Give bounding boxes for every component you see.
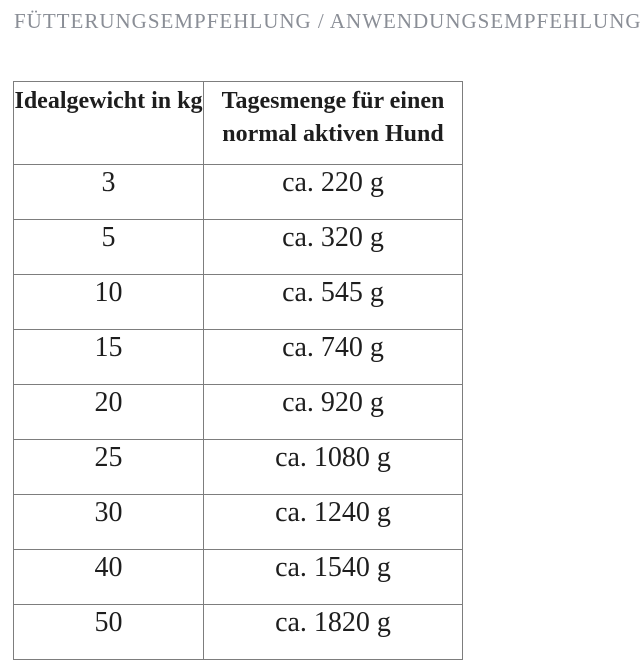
weight-cell: 50 xyxy=(14,605,204,660)
weight-cell: 15 xyxy=(14,330,204,385)
amount-cell: ca. 220 g xyxy=(204,165,463,220)
weight-cell: 5 xyxy=(14,220,204,275)
table-row xyxy=(14,385,463,440)
column-header-ideal-weight: Idealgewicht in kg xyxy=(14,82,204,165)
amount-cell: ca. 920 g xyxy=(204,385,463,440)
weight-cell: 10 xyxy=(14,275,204,330)
amount-cell: ca. 740 g xyxy=(204,330,463,385)
amount-cell: ca. 320 g xyxy=(204,220,463,275)
table-row xyxy=(14,220,463,275)
table-row xyxy=(14,440,463,495)
weight-cell: 20 xyxy=(14,385,204,440)
table-header-row xyxy=(14,82,463,165)
weight-cell: 40 xyxy=(14,550,204,605)
column-header-daily-amount: Tagesmenge für einen normal aktiven Hund xyxy=(204,82,463,165)
table-row xyxy=(14,165,463,220)
table-row xyxy=(14,275,463,330)
table-body xyxy=(14,165,463,660)
table-row xyxy=(14,330,463,385)
amount-cell: ca. 1080 g xyxy=(204,440,463,495)
amount-cell: ca. 545 g xyxy=(204,275,463,330)
table-row xyxy=(14,550,463,605)
table-row xyxy=(14,605,463,660)
feeding-recommendation-table xyxy=(13,81,463,660)
weight-cell: 3 xyxy=(14,165,204,220)
table-row xyxy=(14,495,463,550)
amount-cell: ca. 1240 g xyxy=(204,495,463,550)
amount-cell: ca. 1820 g xyxy=(204,605,463,660)
weight-cell: 30 xyxy=(14,495,204,550)
page-title: FÜTTERUNGSEMPFEHLUNG / ANWENDUNGSEMPFEHLUNG xyxy=(14,9,642,33)
weight-cell: 25 xyxy=(14,440,204,495)
amount-cell: ca. 1540 g xyxy=(204,550,463,605)
